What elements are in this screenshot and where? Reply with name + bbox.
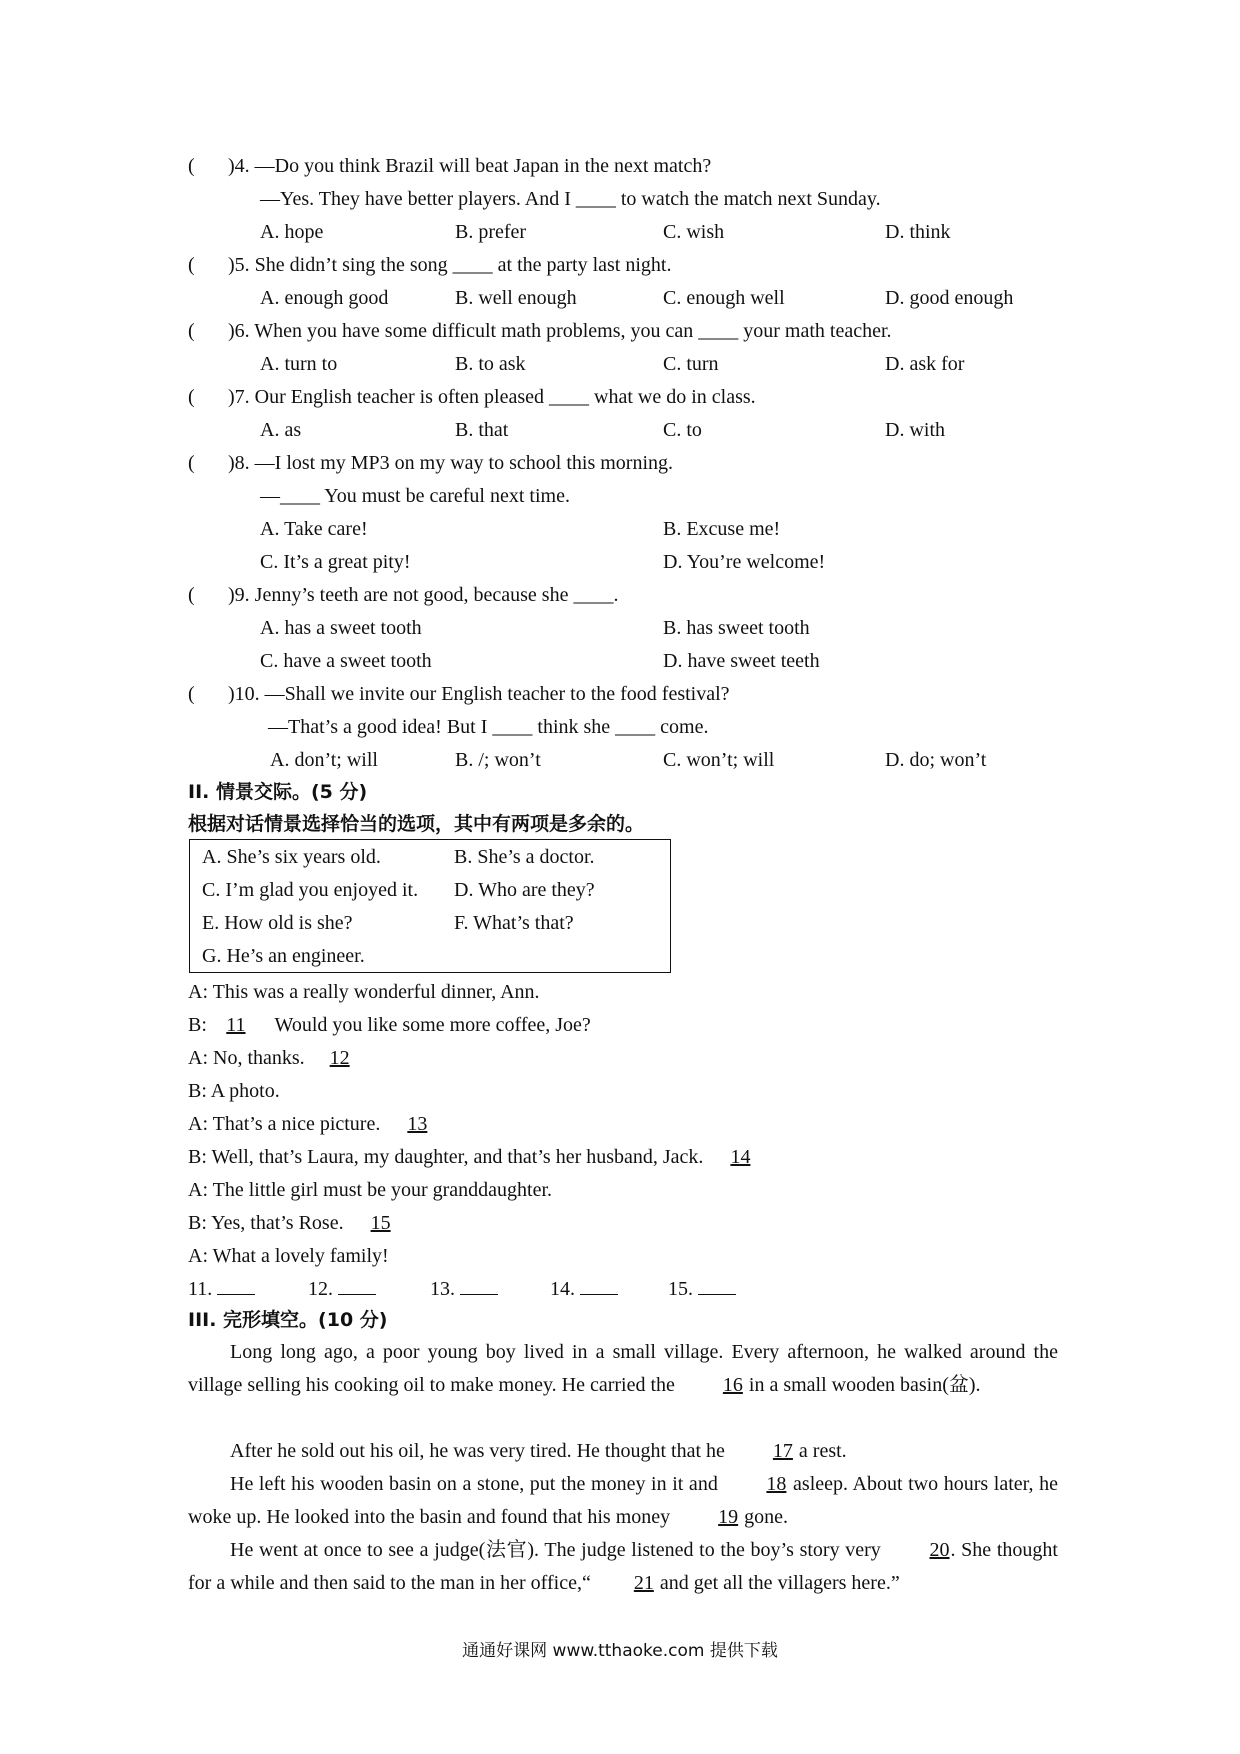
option-a: A. has a sweet tooth <box>260 617 422 639</box>
box-option-g: G. He’s an engineer. <box>202 945 365 967</box>
dialogue-text: Would you like some more coffee, Joe? <box>264 1014 591 1036</box>
dialogue-text: B: <box>188 1014 207 1036</box>
option-a: A. enough good <box>260 287 389 309</box>
cloze-paragraph-2 <box>188 1435 1058 1468</box>
answer-paren: ( <box>188 452 195 474</box>
passage-text: He left his wooden basin on a stone, put the money in it and <box>230 1473 724 1495</box>
dialogue-line <box>188 1044 370 1072</box>
question-stem: )4. —Do you think Brazil will beat Japan in the next match? <box>228 155 712 177</box>
page-footer: 通通好课网 www.tthaoke.com 提供下载 <box>462 1641 778 1661</box>
answer-number: 14. <box>550 1278 575 1300</box>
blank-16: 16 <box>722 1374 743 1396</box>
dialogue-text: A: This was a really wonderful dinner, Ann. <box>188 981 540 1003</box>
dialogue-text: B: A photo. <box>188 1080 280 1102</box>
passage-text: in a small wooden basin(盆). <box>743 1374 981 1396</box>
dialogue-line <box>188 1077 280 1105</box>
answer-number: 15. <box>668 1278 693 1300</box>
blank-14: 14 <box>730 1146 751 1168</box>
answer-paren: ( <box>188 386 195 408</box>
passage-text: He went at once to see a judge(法官). The judge listened to the boy’s story very <box>230 1539 887 1561</box>
answer-paren: ( <box>188 683 195 705</box>
box-option-a: A. She’s six years old. <box>202 846 381 868</box>
blank-20: 20 <box>929 1539 950 1561</box>
blank-19: 19 <box>718 1506 739 1528</box>
passage-text: . She thought for a while and then said to the man in her office,“ <box>188 1539 1058 1594</box>
question-stem: )6. When you have some difficult math problems, you can ____ your math teacher. <box>228 320 892 342</box>
cloze-paragraph-4 <box>188 1534 1058 1600</box>
answer-blank[interactable] <box>698 1276 736 1295</box>
option-a: A. don’t; will <box>270 749 378 771</box>
option-b: B. prefer <box>455 221 527 243</box>
option-d: D. with <box>885 419 945 441</box>
dialogue-line <box>188 1011 591 1039</box>
option-c: C. turn <box>663 353 719 375</box>
option-a: A. hope <box>260 221 324 243</box>
option-b: B. well enough <box>455 287 577 309</box>
question-reply: —____ You must be careful next time. <box>260 485 570 507</box>
blank-21: 21 <box>633 1572 654 1594</box>
option-c: C. won’t; will <box>663 749 775 771</box>
section-2-instruction: 根据对话情景选择恰当的选项，其中有两项是多余的。 <box>188 813 645 835</box>
box-option-f: F. What’s that? <box>454 912 574 934</box>
passage-text: gone. <box>739 1506 789 1528</box>
box-option-b: B. She’s a doctor. <box>454 846 595 868</box>
option-c: C. have a sweet tooth <box>260 650 432 672</box>
option-d: D. ask for <box>885 353 965 375</box>
option-d: D. do; won’t <box>885 749 987 771</box>
option-d: D. good enough <box>885 287 1014 309</box>
option-c: C. It’s a great pity! <box>260 551 411 573</box>
dialogue-text: A: The little girl must be your granddaughter. <box>188 1179 553 1201</box>
answer-blank[interactable] <box>217 1276 255 1295</box>
question-stem: )8. —I lost my MP3 on my way to school this morning. <box>228 452 673 474</box>
option-c: C. wish <box>663 221 725 243</box>
question-stem: )10. —Shall we invite our English teacher to the food festival? <box>228 683 730 705</box>
answer-paren: ( <box>188 584 195 606</box>
dialogue-text: A: What a lovely family! <box>188 1245 389 1267</box>
dialogue-line <box>188 978 540 1006</box>
blank-12: 12 <box>329 1047 350 1069</box>
answer-paren: ( <box>188 254 195 276</box>
passage-text: asleep. About two hours later, he woke up. He looked into the basin and found that his money <box>188 1473 1058 1528</box>
question-reply: —Yes. They have better players. And I ____ to watch the match next Sunday. <box>260 188 881 210</box>
answer-blank[interactable] <box>580 1276 618 1295</box>
passage-text: Long long ago, a poor young boy lived in a small village. Every afternoon, he walked around the village selling his cooking oil to make money. He carried the <box>188 1341 1058 1396</box>
dialogue-line <box>188 1209 413 1237</box>
answer-number: 13. <box>430 1278 455 1300</box>
answer-paren: ( <box>188 320 195 342</box>
section-3-title: III. 完形填空。(10 分) <box>188 1309 388 1331</box>
option-b: B. to ask <box>455 353 526 375</box>
dialogue-line <box>188 1176 552 1204</box>
blank-17: 17 <box>772 1440 793 1462</box>
cloze-paragraph-1 <box>188 1336 1058 1402</box>
blank-15: 15 <box>370 1212 391 1234</box>
dialogue-text: A: No, thanks. <box>188 1047 310 1069</box>
option-c: C. enough well <box>663 287 785 309</box>
option-b: B. that <box>455 419 509 441</box>
option-b: B. has sweet tooth <box>663 617 810 639</box>
dialogue-line <box>188 1242 389 1270</box>
option-b: B. /; won’t <box>455 749 541 771</box>
dialogue-text: B: Well, that’s Laura, my daughter, and that’s her husband, Jack. <box>188 1146 709 1168</box>
option-a: A. turn to <box>260 353 338 375</box>
dialogue-text: A: That’s a nice picture. <box>188 1113 386 1135</box>
option-d: D. You’re welcome! <box>663 551 826 573</box>
passage-text: a rest. <box>793 1440 847 1462</box>
passage-text: After he sold out his oil, he was very tired. He thought that he <box>230 1440 730 1462</box>
dialogue-line <box>188 1143 772 1171</box>
cloze-paragraph-3 <box>188 1468 1058 1534</box>
answer-blank[interactable] <box>460 1276 498 1295</box>
blank-18: 18 <box>766 1473 787 1495</box>
question-stem: )7. Our English teacher is often pleased ____ what we do in class. <box>228 386 756 408</box>
answer-blanks-row <box>188 1275 736 1303</box>
option-d: D. have sweet teeth <box>663 650 820 672</box>
option-d: D. think <box>885 221 951 243</box>
answer-number: 12. <box>308 1278 333 1300</box>
option-a: A. as <box>260 419 302 441</box>
answer-number: 11. <box>188 1278 213 1300</box>
blank-13: 13 <box>407 1113 428 1135</box>
options-box <box>189 839 671 973</box>
option-b: B. Excuse me! <box>663 518 781 540</box>
blank-11: 11 <box>226 1014 246 1036</box>
box-option-e: E. How old is she? <box>202 912 353 934</box>
dialogue-line <box>188 1110 449 1138</box>
question-stem: )9. Jenny’s teeth are not good, because she ____. <box>228 584 619 606</box>
box-option-d: D. Who are they? <box>454 879 595 901</box>
option-c: C. to <box>663 419 702 441</box>
section-2-title: II. 情景交际。(5 分) <box>188 781 368 803</box>
dialogue-text: B: Yes, that’s Rose. <box>188 1212 349 1234</box>
box-option-c: C. I’m glad you enjoyed it. <box>202 879 419 901</box>
question-stem: )5. She didn’t sing the song ____ at the party last night. <box>228 254 672 276</box>
question-reply: —That’s a good idea! But I ____ think she ____ come. <box>268 716 709 738</box>
option-a: A. Take care! <box>260 518 368 540</box>
answer-paren: ( <box>188 155 195 177</box>
passage-text: and get all the villagers here.” <box>654 1572 900 1594</box>
answer-blank[interactable] <box>338 1276 376 1295</box>
